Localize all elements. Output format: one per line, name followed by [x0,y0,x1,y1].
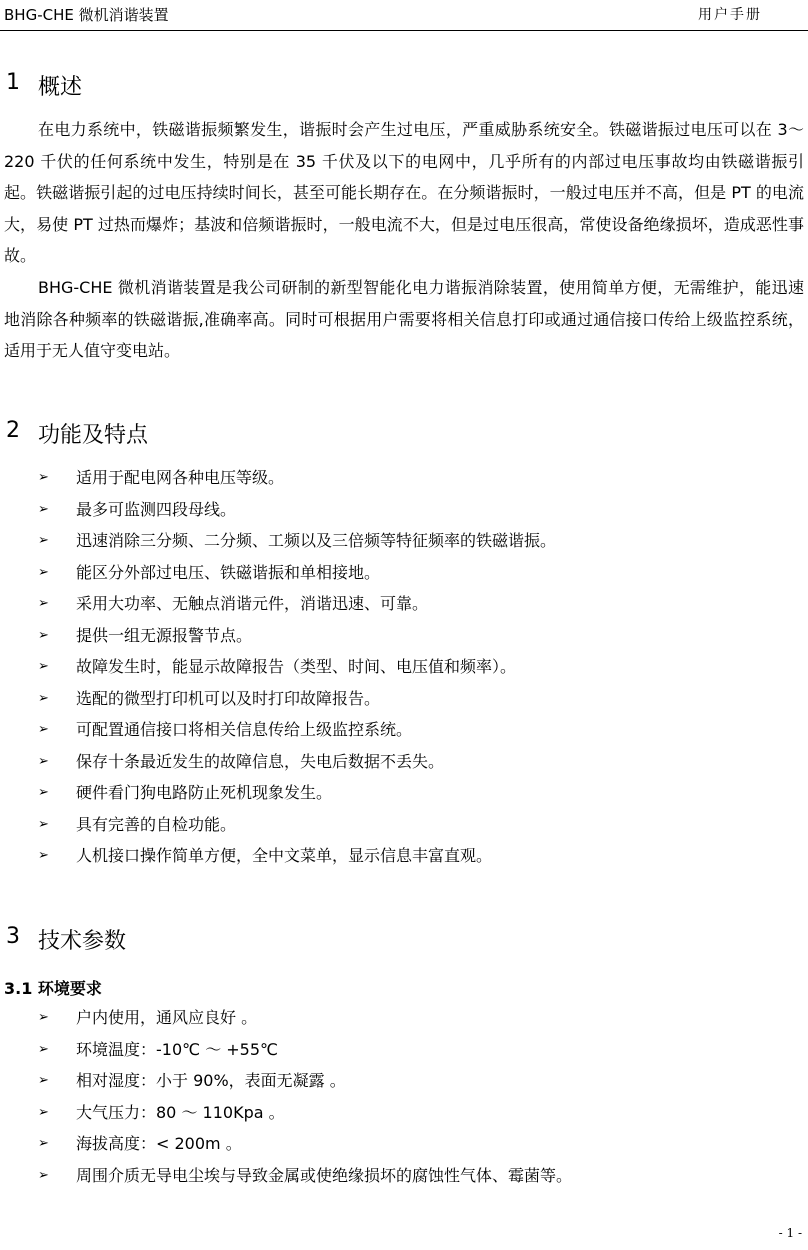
features-list [38,462,556,872]
arrowhead-bullet-icon: ➢ [38,816,49,832]
list-item-text: 采用大功率、无触点消谐元件，消谐迅速、可靠。 [76,594,429,613]
page-header [0,0,808,31]
list-item [38,1128,572,1160]
list-item-text: 适用于配电网各种电压等级。 [76,468,285,487]
environment-list [38,1002,572,1191]
list-item [38,494,556,526]
list-item-text: 相对湿度：小于 90%，表面无凝露 。 [76,1071,346,1090]
section-title: 技术参数 [38,929,127,954]
list-item-text: 选配的微型打印机可以及时打印故障报告。 [76,688,381,708]
overview-paragraph-2: BHG-CHE 微机消谐装置是我公司研制的新型智能化电力谐振消除装置，使用简单方便，无需维护，能迅速地消除各种频率的铁磁谐振,准确率高。同时可根据用户需要将相关信息打印或通过通信接口传给上级监控系统，适用于无人值守变电站。 [4,278,804,360]
arrowhead-bullet-icon: ➢ [38,722,49,737]
section-title: 概述 [38,75,83,100]
list-item [38,714,556,746]
list-item [38,683,556,715]
list-item [38,809,556,841]
list-item-text: 可配置通信接口将相关信息传给上级监控系统。 [76,720,413,739]
section-number: 2 [6,418,20,443]
list-item [38,620,556,652]
list-item-text: 海拔高度：< 200m 。 [76,1134,242,1153]
list-item [38,746,556,778]
arrowhead-bullet-icon: ➢ [38,1167,49,1183]
arrowhead-bullet-icon: ➢ [38,690,49,706]
list-item [38,840,556,872]
arrowhead-bullet-icon: ➢ [38,1104,49,1120]
header-manual-label: 用户手册 [698,7,762,23]
arrowhead-bullet-icon: ➢ [38,564,49,580]
list-item-text: 具有完善的自检功能。 [76,814,237,834]
arrowhead-bullet-icon: ➢ [38,596,49,611]
list-item [38,1034,572,1066]
arrowhead-bullet-icon: ➢ [38,533,49,548]
list-item [38,777,556,809]
list-item [38,1002,572,1034]
arrowhead-bullet-icon: ➢ [38,1041,49,1057]
list-item-text: 故障发生时，能显示故障报告（类型、时间、电压值和频率）。 [76,657,517,676]
section-number: 3 [6,924,20,949]
list-item-text: 人机接口操作简单方便，全中文菜单，显示信息丰富直观。 [76,846,493,865]
list-item-text: 大气压力：80 ～ 110Kpa 。 [76,1102,285,1122]
list-item [38,651,556,683]
arrowhead-bullet-icon: ➢ [38,1010,49,1025]
list-item [38,462,556,494]
arrowhead-bullet-icon: ➢ [38,1073,49,1088]
section-3-heading [6,924,126,955]
list-item-text: 提供一组无源报警节点。 [76,625,253,645]
list-item-text: 迅速消除三分频、二分频、工频以及三倍频等特征频率的铁磁谐振。 [76,531,557,550]
list-item [38,557,556,589]
arrowhead-bullet-icon: ➢ [38,627,49,643]
arrowhead-bullet-icon: ➢ [38,501,49,517]
list-item-text: 最多可监测四段母线。 [76,499,237,519]
list-item-text: 周围介质无导电尘埃与导致金属或使绝缘损坏的腐蚀性气体、霉菌等。 [76,1165,573,1185]
section-2-heading [6,418,148,449]
arrowhead-bullet-icon: ➢ [38,848,49,863]
header-title: BHG-CHE 微机消谐装置 [4,6,169,24]
subsection-3-1-heading: 3.1 环境要求 [4,979,102,998]
arrowhead-bullet-icon: ➢ [38,1136,49,1151]
list-item [38,1160,572,1192]
arrowhead-bullet-icon: ➢ [38,785,49,800]
list-item-text: 保存十条最近发生的故障信息，失电后数据不丢失。 [76,751,445,771]
list-item-text: 环境温度：-10℃ ～ +55℃ [76,1039,279,1059]
list-item-text: 户内使用，通风应良好 。 [76,1008,258,1027]
section-number: 1 [6,70,20,95]
page-number: - 1 - [778,1226,802,1240]
arrowhead-bullet-icon: ➢ [38,470,49,485]
section-1-heading [6,70,82,101]
list-item-text: 硬件看门狗电路防止死机现象发生。 [76,783,333,802]
section-title: 功能及特点 [38,423,149,448]
list-item [38,1097,572,1129]
list-item [38,1065,572,1097]
arrowhead-bullet-icon: ➢ [38,753,49,769]
arrowhead-bullet-icon: ➢ [38,659,49,674]
list-item [38,588,556,620]
overview-paragraph-1: 在电力系统中，铁磁谐振频繁发生，谐振时会产生过电压，严重威胁系统安全。铁磁谐振过电压可以在 3～220 千伏的任何系统中发生，特别是在 35 千伏及以下的电网中，几乎所有的内部过电压事故均由铁磁谐振引起。铁磁谐振引起的过电压持续时间长，甚至可能长期存在。在分频谐振时，一般过电压并不高，但是 PT 的电流大，易使 PT 过热而爆炸；基波和倍频谐振时，一般电流不大，但是过电压很高，常使设备绝缘损坏，造成恶性事故。 [4,120,804,265]
list-item-text: 能区分外部过电压、铁磁谐振和单相接地。 [76,562,381,582]
list-item [38,525,556,557]
